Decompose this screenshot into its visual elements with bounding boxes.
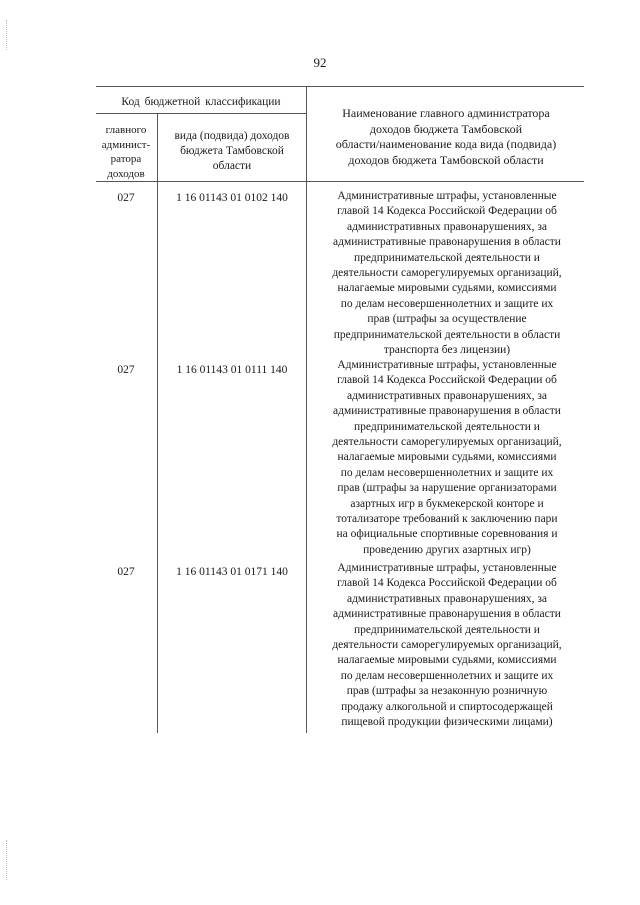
income-code-cell: 1 16 01143 01 0102 140 <box>176 192 288 204</box>
description-line: главой 14 Кодекса Российской Федерации об <box>337 374 557 387</box>
description-line: административных правонарушениях, за <box>346 592 548 605</box>
description-line: прав (штрафы за осуществление <box>367 313 527 326</box>
admin-code-cell: 027 <box>117 566 135 578</box>
admin-code-cell: 027 <box>117 364 135 376</box>
description-line: деятельности саморегулируемых организаций, <box>332 267 562 280</box>
description-line: прав (штрафы за незаконную розничную <box>346 685 548 698</box>
description-line: Административные штрафы, установленные <box>337 359 557 371</box>
income-code-cell: 1 16 01143 01 0111 140 <box>176 364 288 376</box>
header-col1-line: доходов <box>107 167 145 180</box>
description-line: по делам несовершеннолетних и защите их <box>340 297 554 310</box>
description-line: Административные штрафы, установленные <box>337 562 557 574</box>
description-line: пищевой продукции физическими лицами) <box>341 716 553 729</box>
header-col3-line: области/наименование кода вида (подвида) <box>335 137 557 151</box>
page-number: 92 <box>313 55 327 70</box>
description-line: административные правонарушения в области <box>333 405 561 418</box>
header-bottom-rule <box>96 181 584 182</box>
description-line: главой 14 Кодекса Российской Федерации об <box>337 577 557 590</box>
header-col1-line: ратора <box>110 153 142 165</box>
description-line: на официальные спортивные соревнования и <box>336 528 558 541</box>
header-group-title: Код бюджетной классификации <box>121 96 281 108</box>
description-line: предпринимательской деятельности и <box>354 623 540 636</box>
description-line: тотализаторе требований к заключению пари <box>336 513 558 526</box>
description-line: административные правонарушения в области <box>333 608 561 621</box>
header-col3-line: доходов бюджета Тамбовской <box>369 121 523 136</box>
header-col3-line: доходов бюджета Тамбовской области <box>348 152 544 167</box>
description-line: по делам несовершеннолетних и защите их <box>340 669 554 682</box>
col-divider-1 <box>157 113 158 733</box>
income-code-cell: 1 16 01143 01 0171 140 <box>176 566 288 578</box>
header-group-rule <box>96 113 306 114</box>
description-line: транспорта без лицензии) <box>383 344 511 357</box>
description-line: налагаемые мировыми судьями, комиссиями <box>337 451 557 464</box>
description-line: предпринимательской деятельности и <box>354 420 540 433</box>
header-col2-line: вида (подвида) доходов <box>174 130 290 142</box>
description-line: продажу алкогольной и спиртосодержащей <box>341 700 553 713</box>
description-line: азартных игр в букмекерской конторе и <box>350 497 544 510</box>
header-col3-line: Наименование главного администратора <box>342 106 550 120</box>
description-line: административных правонарушениях, за <box>346 389 548 402</box>
scan-margin-mark <box>6 20 8 50</box>
description-line: деятельности саморегулируемых организаций, <box>332 639 562 652</box>
header-col2-line: области <box>212 160 252 172</box>
header-col2 <box>158 129 306 174</box>
header-col1 <box>96 123 156 181</box>
description-cell <box>308 358 586 558</box>
description-line: административных правонарушениях, за <box>346 220 548 233</box>
description-line: по делам несовершеннолетних и защите их <box>340 466 554 479</box>
header-col1-line: главного <box>105 124 147 136</box>
description-line: главой 14 Кодекса Российской Федерации об <box>337 205 557 218</box>
description-line: предпринимательской деятельности в области <box>333 328 561 341</box>
description-line: налагаемые мировыми судьями, комиссиями <box>337 282 557 295</box>
header-col2-line: бюджета Тамбовской <box>180 145 284 157</box>
description-line: предпринимательской деятельности и <box>354 251 540 264</box>
description-line: проведению других азартных игр) <box>363 543 531 556</box>
admin-code-cell: 027 <box>117 192 135 204</box>
description-line: Административные штрафы, установленные <box>337 190 557 202</box>
header-col3 <box>308 106 584 168</box>
col-divider-2 <box>306 86 307 733</box>
description-line: административные правонарушения в области <box>333 236 561 249</box>
description-cell <box>308 189 586 358</box>
description-cell <box>308 561 586 730</box>
description-line: налагаемые мировыми судьями, комиссиями <box>337 654 557 667</box>
scan-margin-mark <box>6 840 8 880</box>
header-col1-line: админист- <box>101 138 151 151</box>
table-top-rule <box>96 86 584 87</box>
description-line: деятельности саморегулируемых организаций, <box>332 436 562 449</box>
description-line: прав (штрафы за нарушение организаторами <box>337 482 557 495</box>
